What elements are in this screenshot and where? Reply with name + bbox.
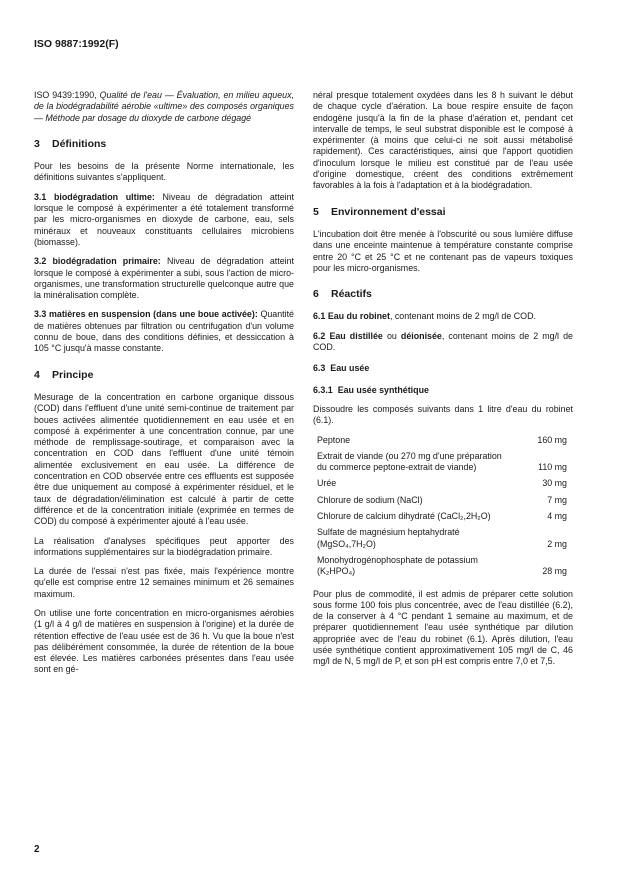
document-header: ISO 9887:1992(F)	[34, 38, 119, 50]
principle-paragraph-1: Mesurage de la concentration en carbone organique dissous (COD) dans l'effluent d'une unité semi-continue de traitement par boues activées alimentée quotidiennement en eau usée et en composé à expérimenter à une concentration connue, par une méthode de remplissage-soutirage, et comparaison avec la concentration en COD dans l'effluent d'une unité témoin alimentée exclusivement en eau usée. La différence de concentration en COD observée entre ces effluents est supposée être due uniquement au composé à expérimenter résiduel, et le taux de dégradation/élimination est calculé à partir de cette différence et de la concentration initiale (exprimée en termes de COD) du composé à expérimenter ajouté à l'eau usée.	[34, 391, 294, 527]
reference-entry	[34, 90, 294, 124]
definition-term: biodégradation primaire:	[52, 256, 161, 267]
clause-number: 6.3	[313, 363, 326, 374]
compound-name: Sulfate de magnésium heptahydraté (MgSO₄,7H₂O)	[317, 527, 460, 549]
subsection-title: Eau usée synthétique	[337, 384, 429, 395]
reagent-text: , contenant moins de 2 mg/l de COD.	[389, 311, 536, 322]
section-number: 4	[34, 368, 40, 381]
page-number: 2	[34, 844, 40, 855]
table-row	[313, 555, 573, 583]
composition-table	[313, 435, 573, 583]
subsection-title: Eau usée	[330, 363, 370, 374]
compound-name: Peptone	[317, 434, 351, 445]
definition-text: Niveau de dégradation atteint lorsque le composé à expérimenter a été totalement transformé par les micro-organismes en dioxyde de carbone, eau, sels minéraux et nouveaux constituants cellulaires microbiens (biomasse).	[34, 191, 295, 247]
reagent-term-alt: déionisée	[400, 330, 442, 341]
section-title: Environnement d'essai	[331, 205, 446, 218]
reagent-term: Eau du robinet	[327, 311, 390, 322]
clause-number: 3.2	[34, 256, 47, 267]
table-row	[313, 495, 573, 511]
compound-quantity: 28 mg	[542, 566, 567, 577]
table-row	[313, 478, 573, 494]
principle-paragraph-4: On utilise une forte concentration en micro-organismes aérobies (1 g/l à 4 g/l de matières en suspension à l'origine) et la durée de rétention effective de l'eau usée est de 36 h. Vu que la boue n'est pas délibérément consommée, la durée de rétention de la boue est élevée. Les matières carbonées présentes dans l'eau usée sont en gé-	[34, 607, 294, 675]
clause-number: 6.1	[313, 311, 326, 322]
reference-number: ISO 9439:1990,	[34, 90, 100, 100]
section-number: 3	[34, 137, 40, 150]
clause-number: 3.3	[34, 309, 47, 320]
clause-number: 3.1	[34, 191, 47, 202]
reagent-connector: ou	[382, 330, 401, 341]
compound-name: Chlorure de calcium dihydraté (CaCl₂,2H₂O)	[317, 511, 491, 522]
subsection-6-3-heading	[313, 363, 573, 374]
compound-quantity: 4 mg	[547, 511, 567, 522]
definition-term: matières en suspension (dans une boue activée):	[49, 309, 258, 320]
compound-name: Extrait de viande (ou 270 mg d'une préparation du commerce peptone-extrait de viande)	[317, 450, 502, 473]
compound-quantity: 7 mg	[547, 494, 567, 505]
section-3-heading	[34, 139, 294, 150]
compound-quantity: 110 mg	[538, 462, 567, 473]
reagent-6-1	[313, 311, 573, 322]
definition-text: Quantité de matières obtenues par filtration ou centrifugation d'un volume connu de boue, dans des conditions définies, et dessiccation à 105 °C jusqu'à masse constante.	[34, 309, 294, 354]
compound-quantity: 160 mg	[537, 434, 567, 445]
table-row	[313, 451, 573, 479]
section-number: 6	[313, 288, 319, 301]
synthetic-instructions: Dissoudre les composés suivants dans 1 litre d'eau du robinet (6.1).	[313, 403, 573, 426]
compound-name: Monohydrogénophosphate de potassium (K₂HPO₄)	[317, 554, 478, 577]
section-5-heading	[313, 207, 573, 218]
reagent-text: , contenant moins de 2 mg/l de COD.	[313, 330, 573, 353]
compound-quantity: 30 mg	[542, 478, 567, 489]
definition-term: biodégradation ultime:	[54, 191, 155, 202]
principle-paragraph-3: La durée de l'essai n'est pas fixée, mais l'expérience montre qu'elle est comprise entre 12 semaines minimum et 26 semaines maximum.	[34, 566, 294, 599]
reagent-6-2	[313, 331, 573, 354]
section-3-intro: Pour les besoins de la présente Norme internationale, les définitions suivantes s'appliquent.	[34, 161, 294, 183]
table-row	[313, 511, 573, 527]
section-6-heading	[313, 289, 573, 300]
definition-3-3	[34, 309, 294, 354]
left-column	[34, 90, 294, 684]
section-title: Réactifs	[331, 288, 372, 301]
section-number: 5	[313, 205, 319, 218]
environment-paragraph: L'incubation doit être menée à l'obscurité ou sous lumière diffuse dans une enceinte maintenue à température constante comprise entre 20 °C et 25 °C et ne contenant pas de vapeurs toxiques pour les micro-organismes.	[313, 228, 573, 273]
section-title: Définitions	[52, 137, 107, 150]
compound-name: Urée	[317, 478, 337, 489]
table-row	[313, 435, 573, 451]
section-4-heading	[34, 370, 294, 381]
clause-number: 6.2	[313, 330, 326, 341]
clause-number: 6.3.1	[313, 384, 333, 395]
definition-3-1	[34, 192, 294, 248]
reagent-term: Eau distillée	[329, 330, 383, 341]
reference-title: Qualité de l'eau — Évaluation, en milieu aqueux, de la biodégradabilité aérobie «ultime» des composés organiques — Méthode par dosage du dioxyde de carbone dégagé	[34, 90, 294, 123]
compound-name: Chlorure de sodium (NaCl)	[317, 494, 423, 505]
right-column	[313, 90, 573, 676]
compound-quantity: 2 mg	[547, 538, 567, 549]
preparation-paragraph: Pour plus de commodité, il est admis de préparer cette solution sous forme 100 fois plus concentrée, avec de l'eau distillée (6.2), de la conserver à 4 °C pendant 1 semaine au maximum, et de préparer quotidiennement l'eau usée synthétique par dilution appropriée avec de l'eau du robinet (6.1). Après dilution, l'eau usée synthétique contient approximativement 105 mg/l de C, 46 mg/l de N, 5 mg/l de P, et son pH est compris entre 7,0 et 7,5.	[313, 588, 573, 667]
table-row	[313, 527, 573, 555]
definition-3-2	[34, 256, 294, 301]
principle-paragraph-2: La réalisation d'analyses spécifiques peut apporter des informations supplémentaires sur la biodégradation primaire.	[34, 535, 294, 557]
continued-paragraph: néral presque totalement oxydées dans les 8 h suivant le début de chaque cycle d'aération. La boue respire ensuite de façon endogène jusqu'à la fin de la phase d'aération et, pendant cet intervalle de temps, le seul substrat disponible est le composé à expérimenter (à moins que celui-ci ne soit aussi métabolisé rapidement). Ces caractéristiques, ainsi que l'apport quotidien d'inoculum lorsque le milieu est constitué par de l'eau usée d'origine domestique, créent des conditions extrêmement favorables à la fois à l'adaptation et à la biodégradation.	[313, 90, 573, 191]
section-title: Principe	[52, 368, 94, 381]
definition-text: Niveau de dégradation atteint lorsque le composé à expérimenter a subi, sous l'action de micro-organismes, une transformation structurelle quelconque autre que la minéralisation complète.	[34, 256, 294, 301]
subsection-6-3-1-heading	[313, 385, 573, 396]
